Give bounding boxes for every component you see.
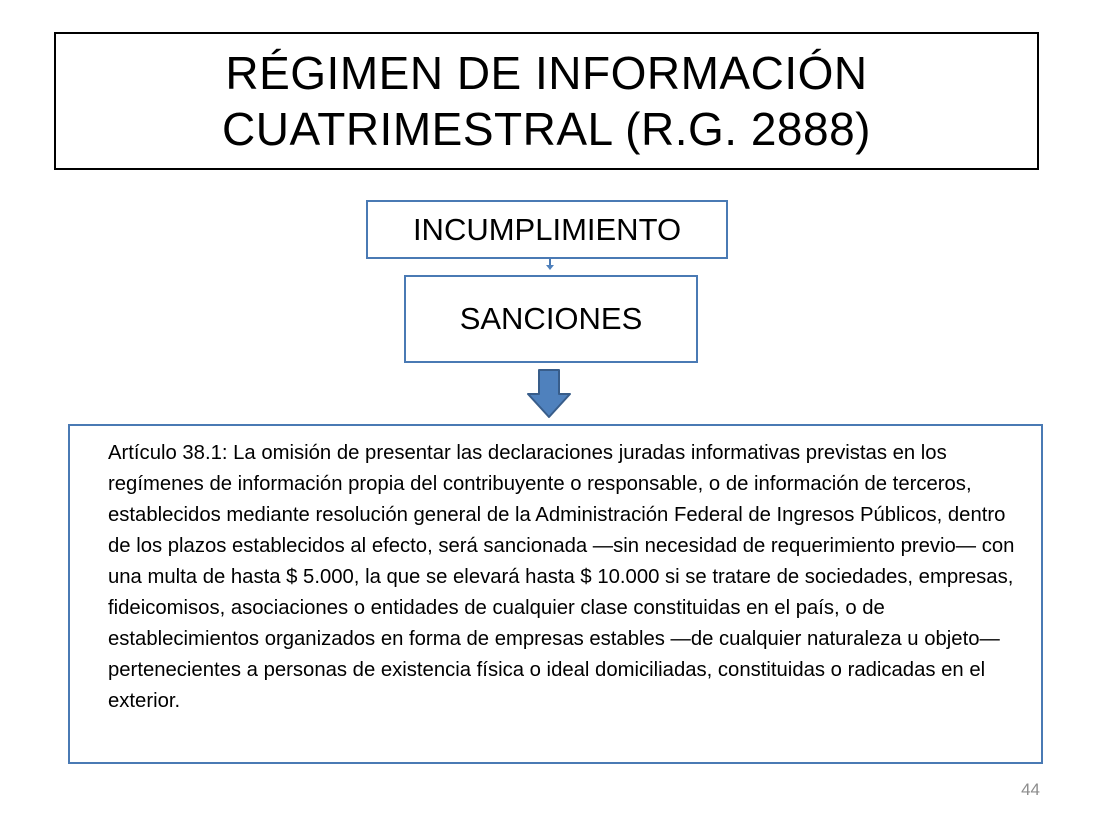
down-arrow-icon (526, 368, 572, 420)
node-sanciones (404, 275, 698, 363)
article-text-box (68, 424, 1043, 764)
page-number: 44 (1021, 780, 1040, 799)
connector-small-arrow (540, 258, 560, 272)
node-incumplimiento-label: INCUMPLIMIENTO (412, 211, 682, 247)
article-text: Artículo 38.1: La omisión de presentar las declaraciones juradas informativas previstas en los regímenes de información propia del contribuyente o responsable, o de información de terceros, establecidos mediante resolución general de la Administración Federal de Ingresos Públicos, dentro de los plazos establecidos al efecto, será sancionada —sin necesidad de requerimiento previo— con una multa de hasta $ 5.000, la que se elevará hasta $ 10.000 si se tratare de sociedades, empresas, fideicomisos, asociaciones o entidades de cualquier clase constituidas en el país, o de establecimientos organizados en forma de empresas estables —de cualquier naturaleza u objeto— pertenecientes a personas de existencia física o ideal domiciliadas, constituidas o radicadas en el exterior. (108, 442, 1015, 712)
slide-title: RÉGIMEN DE INFORMACIÓN CUATRIMESTRAL (R.G. 2888) (222, 47, 871, 155)
slide-title-box (54, 32, 1039, 170)
node-sanciones-label: SANCIONES (459, 301, 643, 336)
node-incumplimiento (366, 200, 728, 259)
